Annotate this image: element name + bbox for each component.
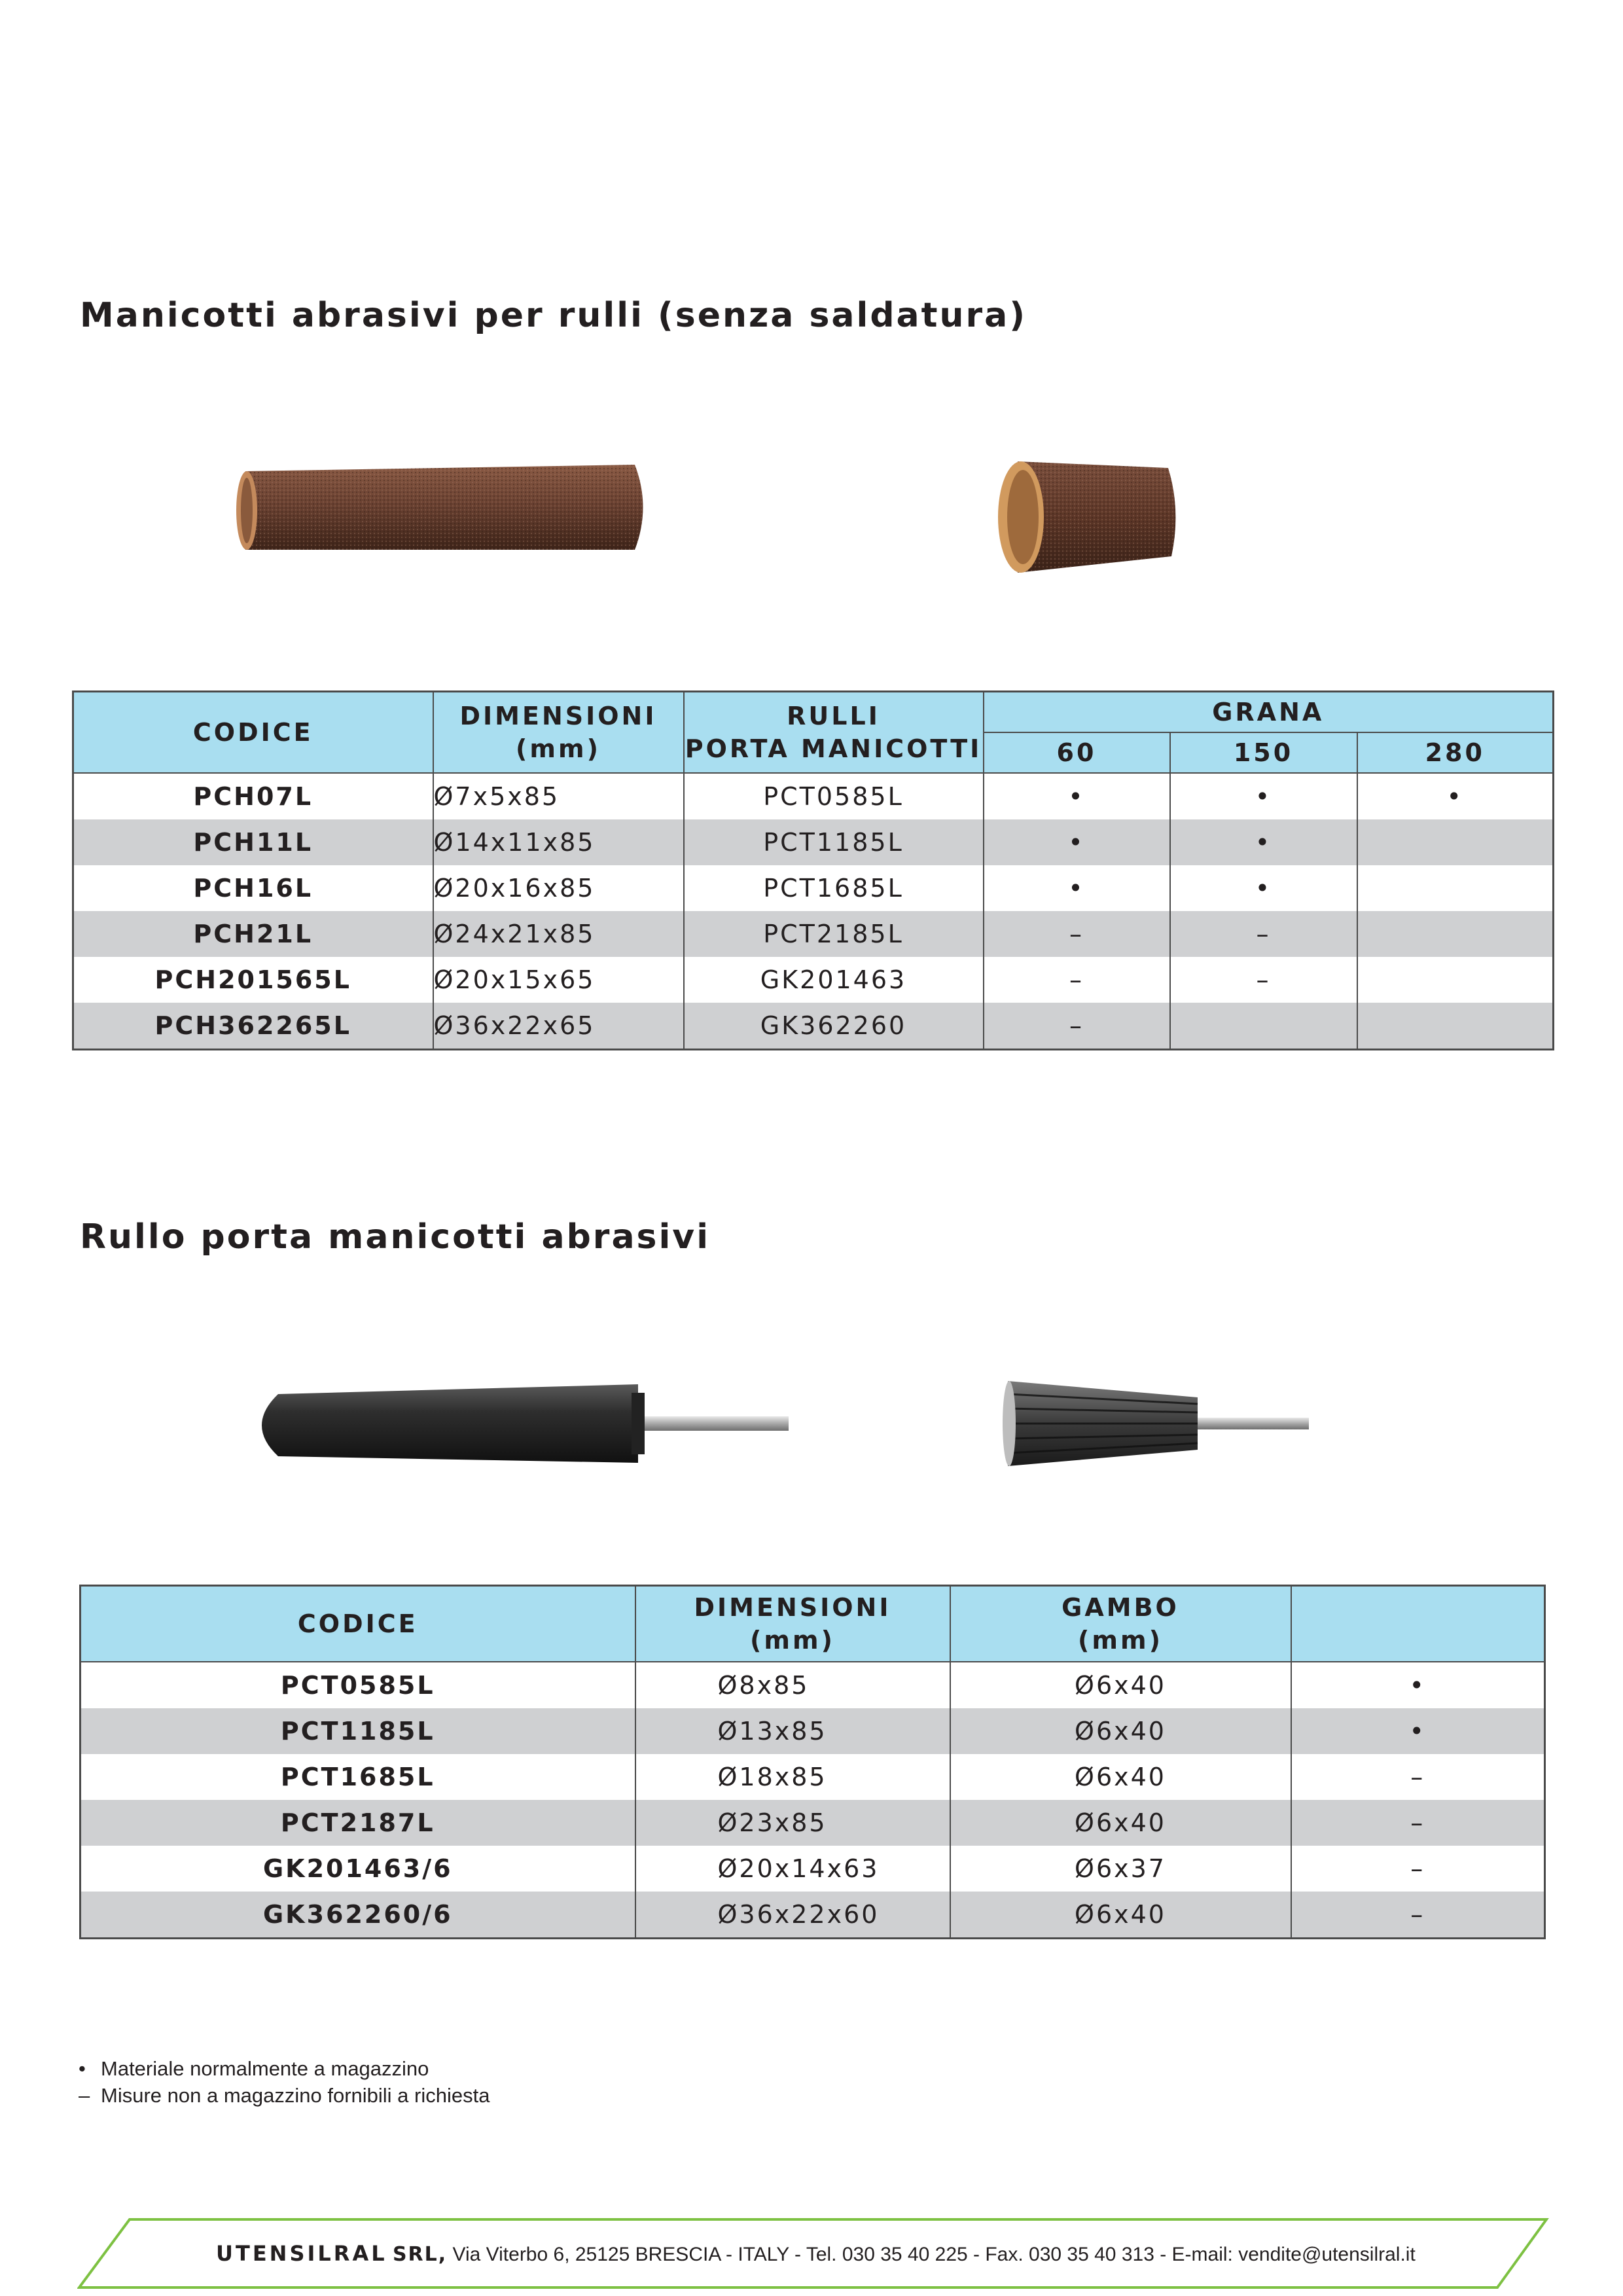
col-header-dimensioni <box>433 692 684 773</box>
cell-dimensioni: Ø18x85 <box>635 1754 950 1800</box>
cell-codice: PCH11L <box>73 819 433 865</box>
cell-gambo: Ø6x40 <box>950 1754 1291 1800</box>
cell-dimensioni: Ø23x85 <box>635 1800 950 1846</box>
cell-dimensioni: Ø20x16x85 <box>433 865 684 911</box>
cell-codice: PCT1685L <box>80 1754 635 1800</box>
cell-grana-60: – <box>984 957 1170 1003</box>
legend-text: Misure non a magazzino fornibili a richiesta <box>101 2084 490 2107</box>
cell-grana-150: • <box>1170 865 1357 911</box>
col-header-codice: CODICE <box>80 1586 635 1662</box>
cell-dimensioni: Ø36x22x65 <box>433 1003 684 1050</box>
cell-codice: PCH21L <box>73 911 433 957</box>
cell-availability: – <box>1291 1754 1545 1800</box>
col-header-grana-60: 60 <box>984 732 1170 773</box>
cell-codice: PCT1185L <box>80 1708 635 1754</box>
cell-availability: – <box>1291 1800 1545 1846</box>
legend-text: Materiale normalmente a magazzino <box>101 2057 429 2080</box>
cell-grana-60: – <box>984 911 1170 957</box>
col-header-rulli <box>684 692 984 773</box>
col-header-dimensioni <box>635 1586 950 1662</box>
col-header-grana: GRANA <box>984 692 1554 732</box>
cell-gambo: Ø6x40 <box>950 1892 1291 1939</box>
table-row <box>73 773 1554 819</box>
cell-grana-150: • <box>1170 819 1357 865</box>
col-header-gambo-label: GAMBO <box>1061 1592 1179 1622</box>
cell-grana-150 <box>1170 1003 1357 1050</box>
cell-codice: PCH362265L <box>73 1003 433 1050</box>
table-row <box>80 1800 1545 1846</box>
bullet-icon: • <box>79 2057 86 2080</box>
col-header-codice: CODICE <box>73 692 433 773</box>
col-header-grana-280: 280 <box>1357 732 1554 773</box>
cell-rulli: PCT1185L <box>684 819 984 865</box>
cell-grana-150: – <box>1170 911 1357 957</box>
footer-address: Via Viterbo 6, 25125 BRESCIA - ITALY - Tel. 030 35 40 225 - Fax. 030 35 40 313 - E-mail: vendite@utensilral.it <box>452 2244 1416 2265</box>
cell-codice: GK362260/6 <box>80 1892 635 1939</box>
cell-rulli: PCT2185L <box>684 911 984 957</box>
legend-item-on-request <box>79 2082 490 2109</box>
footer-srl: SRL, <box>392 2243 448 2266</box>
col-header-grana-150: 150 <box>1170 732 1357 773</box>
cell-grana-60: • <box>984 865 1170 911</box>
cell-gambo: Ø6x37 <box>950 1846 1291 1892</box>
cell-grana-280 <box>1357 819 1554 865</box>
footer-brand: UTENSILRAL <box>216 2241 387 2266</box>
cell-grana-60: – <box>984 1003 1170 1050</box>
rubber-roller-holder-image <box>239 1374 795 1473</box>
cell-grana-60: • <box>984 773 1170 819</box>
legend-item-stock <box>79 2055 490 2082</box>
cell-rulli: PCT1685L <box>684 865 984 911</box>
table-row <box>73 865 1554 911</box>
cell-gambo: Ø6x40 <box>950 1708 1291 1754</box>
cell-grana-60: • <box>984 819 1170 865</box>
section-title-rullo: Rullo porta manicotti abrasivi <box>80 1217 711 1257</box>
cell-rulli: PCT0585L <box>684 773 984 819</box>
cell-dimensioni: Ø14x11x85 <box>433 819 684 865</box>
cell-gambo: Ø6x40 <box>950 1800 1291 1846</box>
table-row <box>73 1003 1554 1050</box>
table-row <box>80 1754 1545 1800</box>
cell-dimensioni: Ø20x15x65 <box>433 957 684 1003</box>
cylindrical-abrasive-sleeve-image <box>232 458 651 563</box>
col-header-dimensioni-label: DIMENSIONI <box>694 1592 891 1622</box>
roller-holders-table <box>79 1585 1546 1939</box>
cell-availability: – <box>1291 1846 1545 1892</box>
cell-codice: PCH16L <box>73 865 433 911</box>
cell-availability: • <box>1291 1708 1545 1754</box>
cell-grana-280 <box>1357 1003 1554 1050</box>
section-title-manicotti: Manicotti abrasivi per rulli (senza saldatura) <box>80 296 1027 335</box>
cell-grana-280 <box>1357 865 1554 911</box>
cell-dimensioni: Ø20x14x63 <box>635 1846 950 1892</box>
col-header-rulli-sub: PORTA MANICOTTI <box>685 734 982 763</box>
cell-dimensioni: Ø24x21x85 <box>433 911 684 957</box>
col-header-gambo-unit: (mm) <box>1078 1625 1163 1655</box>
cell-codice: GK201463/6 <box>80 1846 635 1892</box>
cell-grana-280 <box>1357 957 1554 1003</box>
cell-gambo: Ø6x40 <box>950 1662 1291 1708</box>
table-row <box>73 957 1554 1003</box>
col-header-rulli-label: RULLI <box>787 701 880 730</box>
table-row <box>80 1846 1545 1892</box>
col-header-dimensioni-label: DIMENSIONI <box>459 701 657 730</box>
cell-codice: PCT2187L <box>80 1800 635 1846</box>
cell-availability: • <box>1291 1662 1545 1708</box>
cell-grana-280: • <box>1357 773 1554 819</box>
cell-grana-280 <box>1357 911 1554 957</box>
sleeves-table <box>72 691 1554 1050</box>
cell-codice: PCH201565L <box>73 957 433 1003</box>
cell-dimensioni: Ø7x5x85 <box>433 773 684 819</box>
col-header-dimensioni-unit: (mm) <box>750 1625 835 1655</box>
cell-rulli: GK201463 <box>684 957 984 1003</box>
dash-icon: – <box>79 2084 90 2107</box>
cell-dimensioni: Ø8x85 <box>635 1662 950 1708</box>
cell-grana-150: • <box>1170 773 1357 819</box>
cell-dimensioni: Ø36x22x60 <box>635 1892 950 1939</box>
table-row <box>73 819 1554 865</box>
col-header-availability <box>1291 1586 1545 1662</box>
cell-availability: – <box>1291 1892 1545 1939</box>
pleated-conical-roller-holder-image <box>995 1368 1315 1479</box>
cell-dimensioni: Ø13x85 <box>635 1708 950 1754</box>
table-row <box>80 1708 1545 1754</box>
col-header-dimensioni-unit: (mm) <box>516 734 601 763</box>
footer <box>216 2241 1416 2266</box>
cell-codice: PCH07L <box>73 773 433 819</box>
legend <box>79 2055 490 2109</box>
cell-grana-150: – <box>1170 957 1357 1003</box>
table-row <box>80 1662 1545 1708</box>
col-header-gambo <box>950 1586 1291 1662</box>
cell-rulli: GK362260 <box>684 1003 984 1050</box>
conical-abrasive-sleeve-image <box>991 448 1188 579</box>
table-row <box>73 911 1554 957</box>
cell-codice: PCT0585L <box>80 1662 635 1708</box>
table-row <box>80 1892 1545 1939</box>
